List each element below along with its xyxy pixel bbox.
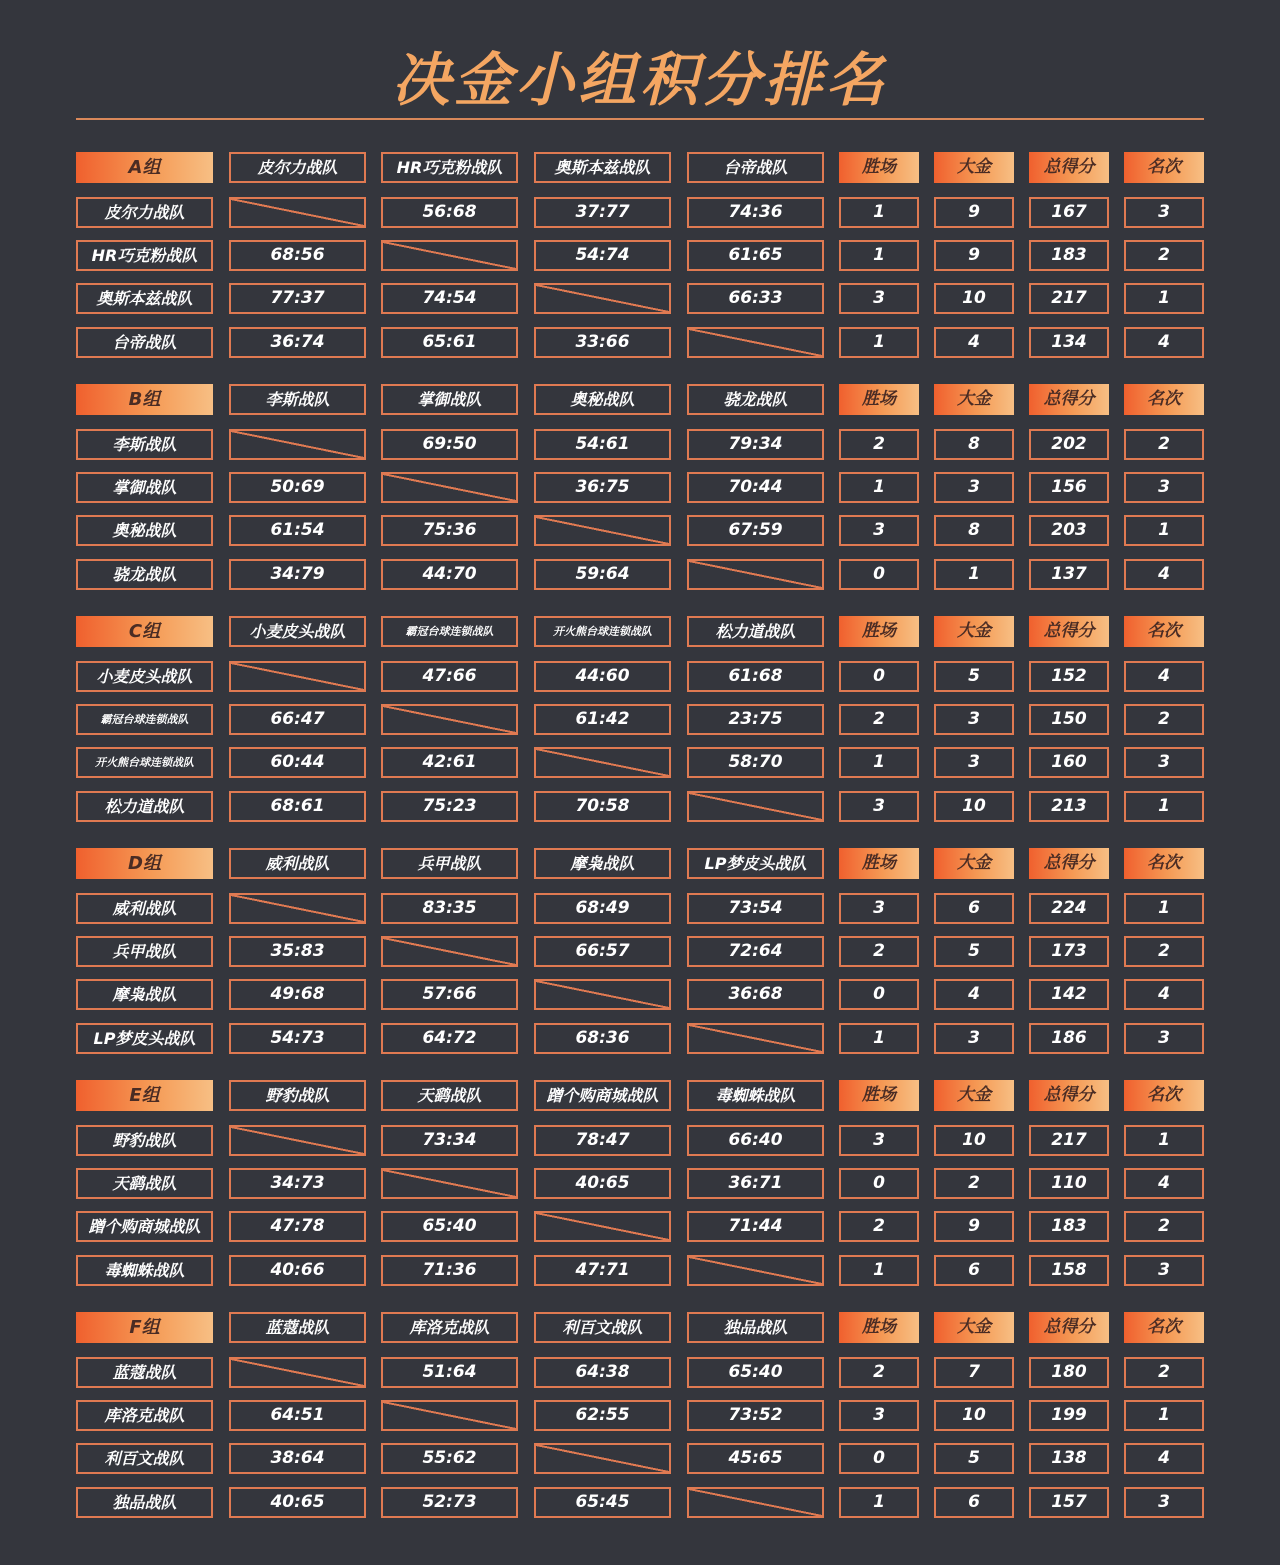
stat-rank: 1 <box>1124 791 1204 822</box>
stat-dajin: 6 <box>934 1255 1014 1286</box>
stat-total: 224 <box>1029 893 1109 924</box>
column-header-team: 霸冠台球连锁战队 <box>381 616 518 647</box>
score-cell: 65:61 <box>381 327 518 358</box>
stat-total: 217 <box>1029 283 1109 314</box>
stat-header-total: 总得分 <box>1029 1312 1109 1343</box>
score-cell: 74:54 <box>381 283 518 314</box>
stat-wins: 1 <box>839 327 919 358</box>
score-cell: 61:65 <box>687 240 824 271</box>
stat-total: 156 <box>1029 472 1109 503</box>
stat-total: 217 <box>1029 1125 1109 1156</box>
score-cell: 73:54 <box>687 893 824 924</box>
stat-header-rank: 名次 <box>1124 384 1204 415</box>
stat-header-total: 总得分 <box>1029 616 1109 647</box>
stat-rank: 3 <box>1124 1487 1204 1518</box>
self-match-cell <box>381 936 518 967</box>
score-cell: 23:75 <box>687 704 824 735</box>
column-header-team: 天鹞战队 <box>381 1080 518 1111</box>
stat-header-total: 总得分 <box>1029 152 1109 183</box>
stat-dajin: 5 <box>934 1443 1014 1474</box>
score-cell: 51:64 <box>381 1357 518 1388</box>
stat-header-rank: 名次 <box>1124 1312 1204 1343</box>
score-cell: 49:68 <box>229 979 366 1010</box>
self-match-cell <box>229 429 366 460</box>
stat-wins: 3 <box>839 893 919 924</box>
stat-header-wins: 胜场 <box>839 1080 919 1111</box>
column-header-team: 奥秘战队 <box>534 384 671 415</box>
group-table <box>76 152 1204 358</box>
stat-rank: 4 <box>1124 661 1204 692</box>
stat-header-rank: 名次 <box>1124 616 1204 647</box>
score-cell: 59:64 <box>534 559 671 590</box>
column-header-team: 小麦皮头战队 <box>229 616 366 647</box>
stat-total: 157 <box>1029 1487 1109 1518</box>
group-label: E组 <box>76 1080 213 1111</box>
score-cell: 37:77 <box>534 197 671 228</box>
stat-total: 173 <box>1029 936 1109 967</box>
score-cell: 40:65 <box>229 1487 366 1518</box>
stat-dajin: 8 <box>934 515 1014 546</box>
score-cell: 47:71 <box>534 1255 671 1286</box>
score-cell: 66:33 <box>687 283 824 314</box>
stat-dajin: 10 <box>934 791 1014 822</box>
score-cell: 66:47 <box>229 704 366 735</box>
title-divider <box>76 118 1204 120</box>
stat-dajin: 3 <box>934 472 1014 503</box>
score-cell: 83:35 <box>381 893 518 924</box>
self-match-cell <box>687 559 824 590</box>
stat-rank: 2 <box>1124 429 1204 460</box>
score-cell: 70:58 <box>534 791 671 822</box>
stat-wins: 3 <box>839 283 919 314</box>
stat-rank: 2 <box>1124 240 1204 271</box>
stat-header-dajin: 大金 <box>934 616 1014 647</box>
self-match-cell <box>381 1400 518 1431</box>
stat-total: 183 <box>1029 1211 1109 1242</box>
stat-total: 199 <box>1029 1400 1109 1431</box>
stat-header-total: 总得分 <box>1029 848 1109 879</box>
stat-total: 202 <box>1029 429 1109 460</box>
stat-dajin: 6 <box>934 1487 1014 1518</box>
row-team-name: HR巧克粉战队 <box>76 240 213 271</box>
column-header-team: 库洛克战队 <box>381 1312 518 1343</box>
score-cell: 54:73 <box>229 1023 366 1054</box>
stat-wins: 2 <box>839 936 919 967</box>
column-header-team: 独品战队 <box>687 1312 824 1343</box>
stat-dajin: 3 <box>934 704 1014 735</box>
stat-rank: 1 <box>1124 1400 1204 1431</box>
column-header-team: 兵甲战队 <box>381 848 518 879</box>
stat-rank: 3 <box>1124 1023 1204 1054</box>
self-match-cell <box>381 1168 518 1199</box>
stat-rank: 2 <box>1124 1357 1204 1388</box>
score-cell: 68:61 <box>229 791 366 822</box>
stat-header-dajin: 大金 <box>934 848 1014 879</box>
column-header-team: 威利战队 <box>229 848 366 879</box>
score-cell: 75:23 <box>381 791 518 822</box>
group-label: D组 <box>76 848 213 879</box>
stat-total: 137 <box>1029 559 1109 590</box>
score-cell: 64:38 <box>534 1357 671 1388</box>
group-table <box>76 1080 1204 1286</box>
group-table <box>76 616 1204 822</box>
group-label: F组 <box>76 1312 213 1343</box>
score-cell: 61:42 <box>534 704 671 735</box>
stat-wins: 0 <box>839 1443 919 1474</box>
stat-rank: 3 <box>1124 747 1204 778</box>
score-cell: 33:66 <box>534 327 671 358</box>
stat-rank: 2 <box>1124 936 1204 967</box>
stat-rank: 4 <box>1124 1168 1204 1199</box>
score-cell: 38:64 <box>229 1443 366 1474</box>
stat-dajin: 5 <box>934 936 1014 967</box>
stat-dajin: 8 <box>934 429 1014 460</box>
score-cell: 61:54 <box>229 515 366 546</box>
group-label: C组 <box>76 616 213 647</box>
stat-dajin: 3 <box>934 1023 1014 1054</box>
score-cell: 34:79 <box>229 559 366 590</box>
row-team-name: 奥斯本兹战队 <box>76 283 213 314</box>
row-team-name: 台帝战队 <box>76 327 213 358</box>
stat-wins: 1 <box>839 747 919 778</box>
score-cell: 50:69 <box>229 472 366 503</box>
stat-dajin: 1 <box>934 559 1014 590</box>
score-cell: 45:65 <box>687 1443 824 1474</box>
score-cell: 71:36 <box>381 1255 518 1286</box>
stat-dajin: 7 <box>934 1357 1014 1388</box>
row-team-name: LP梦皮头战队 <box>76 1023 213 1054</box>
score-cell: 57:66 <box>381 979 518 1010</box>
stat-total: 158 <box>1029 1255 1109 1286</box>
stat-header-rank: 名次 <box>1124 1080 1204 1111</box>
stat-rank: 4 <box>1124 1443 1204 1474</box>
stat-dajin: 2 <box>934 1168 1014 1199</box>
row-team-name: 蓝蔻战队 <box>76 1357 213 1388</box>
row-team-name: 骁龙战队 <box>76 559 213 590</box>
stat-rank: 1 <box>1124 893 1204 924</box>
stat-total: 180 <box>1029 1357 1109 1388</box>
stat-header-dajin: 大金 <box>934 1312 1014 1343</box>
score-cell: 36:71 <box>687 1168 824 1199</box>
score-cell: 66:57 <box>534 936 671 967</box>
group-label: A组 <box>76 152 213 183</box>
stat-dajin: 4 <box>934 327 1014 358</box>
row-team-name: 兵甲战队 <box>76 936 213 967</box>
stat-rank: 4 <box>1124 327 1204 358</box>
score-cell: 54:74 <box>534 240 671 271</box>
stat-header-dajin: 大金 <box>934 152 1014 183</box>
column-header-team: 蓝蔻战队 <box>229 1312 366 1343</box>
stat-wins: 0 <box>839 1168 919 1199</box>
column-header-team: 利百文战队 <box>534 1312 671 1343</box>
score-cell: 62:55 <box>534 1400 671 1431</box>
row-team-name: 野豹战队 <box>76 1125 213 1156</box>
score-cell: 77:37 <box>229 283 366 314</box>
stat-dajin: 6 <box>934 893 1014 924</box>
score-cell: 71:44 <box>687 1211 824 1242</box>
stat-total: 142 <box>1029 979 1109 1010</box>
self-match-cell <box>381 704 518 735</box>
stat-rank: 3 <box>1124 472 1204 503</box>
self-match-cell <box>534 515 671 546</box>
column-header-team: 台帝战队 <box>687 152 824 183</box>
row-team-name: 小麦皮头战队 <box>76 661 213 692</box>
self-match-cell <box>534 1443 671 1474</box>
column-header-team: 皮尔力战队 <box>229 152 366 183</box>
score-cell: 79:34 <box>687 429 824 460</box>
row-team-name: 毒蜘蛛战队 <box>76 1255 213 1286</box>
score-cell: 54:61 <box>534 429 671 460</box>
row-team-name: 库洛克战队 <box>76 1400 213 1431</box>
stat-header-rank: 名次 <box>1124 152 1204 183</box>
stat-header-wins: 胜场 <box>839 848 919 879</box>
stat-dajin: 9 <box>934 240 1014 271</box>
self-match-cell <box>534 979 671 1010</box>
self-match-cell <box>229 197 366 228</box>
column-header-team: 开火熊台球连锁战队 <box>534 616 671 647</box>
stat-header-dajin: 大金 <box>934 384 1014 415</box>
row-team-name: 松力道战队 <box>76 791 213 822</box>
score-cell: 64:51 <box>229 1400 366 1431</box>
score-cell: 75:36 <box>381 515 518 546</box>
stat-total: 150 <box>1029 704 1109 735</box>
score-cell: 61:68 <box>687 661 824 692</box>
group-table <box>76 848 1204 1054</box>
stat-dajin: 9 <box>934 1211 1014 1242</box>
stat-wins: 1 <box>839 472 919 503</box>
score-cell: 73:34 <box>381 1125 518 1156</box>
column-header-team: 掌御战队 <box>381 384 518 415</box>
row-team-name: 利百文战队 <box>76 1443 213 1474</box>
stat-wins: 1 <box>839 197 919 228</box>
score-cell: 40:65 <box>534 1168 671 1199</box>
column-header-team: 奥斯本兹战队 <box>534 152 671 183</box>
self-match-cell <box>687 1487 824 1518</box>
stat-wins: 1 <box>839 1487 919 1518</box>
stat-rank: 1 <box>1124 283 1204 314</box>
self-match-cell <box>687 791 824 822</box>
stat-total: 183 <box>1029 240 1109 271</box>
stat-wins: 3 <box>839 1400 919 1431</box>
stat-rank: 3 <box>1124 1255 1204 1286</box>
stat-total: 110 <box>1029 1168 1109 1199</box>
self-match-cell <box>534 283 671 314</box>
stat-total: 134 <box>1029 327 1109 358</box>
score-cell: 56:68 <box>381 197 518 228</box>
row-team-name: 天鹞战队 <box>76 1168 213 1199</box>
stat-wins: 2 <box>839 429 919 460</box>
stat-wins: 2 <box>839 1357 919 1388</box>
column-header-team: 蹭个购商城战队 <box>534 1080 671 1111</box>
stat-total: 167 <box>1029 197 1109 228</box>
score-cell: 40:66 <box>229 1255 366 1286</box>
row-team-name: 李斯战队 <box>76 429 213 460</box>
score-cell: 42:61 <box>381 747 518 778</box>
stat-dajin: 10 <box>934 283 1014 314</box>
score-cell: 65:45 <box>534 1487 671 1518</box>
stat-rank: 1 <box>1124 1125 1204 1156</box>
stat-wins: 3 <box>839 1125 919 1156</box>
score-cell: 73:52 <box>687 1400 824 1431</box>
stat-header-total: 总得分 <box>1029 1080 1109 1111</box>
stat-dajin: 10 <box>934 1400 1014 1431</box>
score-cell: 34:73 <box>229 1168 366 1199</box>
stat-total: 213 <box>1029 791 1109 822</box>
score-cell: 44:70 <box>381 559 518 590</box>
column-header-team: 松力道战队 <box>687 616 824 647</box>
stat-dajin: 3 <box>934 747 1014 778</box>
row-team-name: 霸冠台球连锁战队 <box>76 704 213 735</box>
score-cell: 68:56 <box>229 240 366 271</box>
column-header-team: 毒蜘蛛战队 <box>687 1080 824 1111</box>
score-cell: 66:40 <box>687 1125 824 1156</box>
self-match-cell <box>687 1255 824 1286</box>
score-cell: 67:59 <box>687 515 824 546</box>
score-cell: 36:75 <box>534 472 671 503</box>
stat-wins: 0 <box>839 559 919 590</box>
score-cell: 60:44 <box>229 747 366 778</box>
score-cell: 65:40 <box>381 1211 518 1242</box>
score-cell: 72:64 <box>687 936 824 967</box>
score-cell: 58:70 <box>687 747 824 778</box>
row-team-name: 威利战队 <box>76 893 213 924</box>
stat-wins: 2 <box>839 704 919 735</box>
self-match-cell <box>381 472 518 503</box>
group-table <box>76 384 1204 590</box>
self-match-cell <box>381 240 518 271</box>
stat-rank: 1 <box>1124 515 1204 546</box>
stat-rank: 4 <box>1124 559 1204 590</box>
score-cell: 68:49 <box>534 893 671 924</box>
score-cell: 52:73 <box>381 1487 518 1518</box>
score-cell: 74:36 <box>687 197 824 228</box>
column-header-team: 李斯战队 <box>229 384 366 415</box>
stat-header-wins: 胜场 <box>839 616 919 647</box>
stat-wins: 1 <box>839 240 919 271</box>
self-match-cell <box>229 1125 366 1156</box>
score-cell: 47:66 <box>381 661 518 692</box>
column-header-team: HR巧克粉战队 <box>381 152 518 183</box>
stat-wins: 3 <box>839 515 919 546</box>
row-team-name: 蹭个购商城战队 <box>76 1211 213 1242</box>
score-cell: 55:62 <box>381 1443 518 1474</box>
stat-header-total: 总得分 <box>1029 384 1109 415</box>
stat-dajin: 10 <box>934 1125 1014 1156</box>
score-cell: 36:74 <box>229 327 366 358</box>
row-team-name: 开火熊台球连锁战队 <box>76 747 213 778</box>
row-team-name: 掌御战队 <box>76 472 213 503</box>
stat-total: 138 <box>1029 1443 1109 1474</box>
row-team-name: 独品战队 <box>76 1487 213 1518</box>
stat-rank: 3 <box>1124 197 1204 228</box>
row-team-name: 摩枭战队 <box>76 979 213 1010</box>
score-cell: 35:83 <box>229 936 366 967</box>
group-label: B组 <box>76 384 213 415</box>
stat-total: 152 <box>1029 661 1109 692</box>
group-table <box>76 1312 1204 1518</box>
score-cell: 65:40 <box>687 1357 824 1388</box>
column-header-team: LP梦皮头战队 <box>687 848 824 879</box>
stat-wins: 0 <box>839 661 919 692</box>
column-header-team: 骁龙战队 <box>687 384 824 415</box>
score-cell: 36:68 <box>687 979 824 1010</box>
score-cell: 69:50 <box>381 429 518 460</box>
self-match-cell <box>229 661 366 692</box>
stat-header-wins: 胜场 <box>839 1312 919 1343</box>
score-cell: 68:36 <box>534 1023 671 1054</box>
stat-dajin: 5 <box>934 661 1014 692</box>
stat-wins: 0 <box>839 979 919 1010</box>
stat-wins: 1 <box>839 1023 919 1054</box>
stat-total: 203 <box>1029 515 1109 546</box>
stat-wins: 2 <box>839 1211 919 1242</box>
stat-total: 160 <box>1029 747 1109 778</box>
column-header-team: 摩枭战队 <box>534 848 671 879</box>
stat-wins: 1 <box>839 1255 919 1286</box>
stat-header-rank: 名次 <box>1124 848 1204 879</box>
page-title: 决金小组积分排名 <box>391 46 888 114</box>
self-match-cell <box>534 747 671 778</box>
stat-rank: 2 <box>1124 704 1204 735</box>
stat-header-wins: 胜场 <box>839 152 919 183</box>
self-match-cell <box>534 1211 671 1242</box>
self-match-cell <box>687 327 824 358</box>
score-cell: 44:60 <box>534 661 671 692</box>
score-cell: 64:72 <box>381 1023 518 1054</box>
score-cell: 47:78 <box>229 1211 366 1242</box>
stat-wins: 3 <box>839 791 919 822</box>
score-cell: 78:47 <box>534 1125 671 1156</box>
row-team-name: 奥秘战队 <box>76 515 213 546</box>
column-header-team: 野豹战队 <box>229 1080 366 1111</box>
stat-dajin: 9 <box>934 197 1014 228</box>
stat-dajin: 4 <box>934 979 1014 1010</box>
row-team-name: 皮尔力战队 <box>76 197 213 228</box>
stat-header-wins: 胜场 <box>839 384 919 415</box>
stat-total: 186 <box>1029 1023 1109 1054</box>
stat-rank: 4 <box>1124 979 1204 1010</box>
self-match-cell <box>687 1023 824 1054</box>
stat-header-dajin: 大金 <box>934 1080 1014 1111</box>
self-match-cell <box>229 1357 366 1388</box>
stat-rank: 2 <box>1124 1211 1204 1242</box>
self-match-cell <box>229 893 366 924</box>
score-cell: 70:44 <box>687 472 824 503</box>
